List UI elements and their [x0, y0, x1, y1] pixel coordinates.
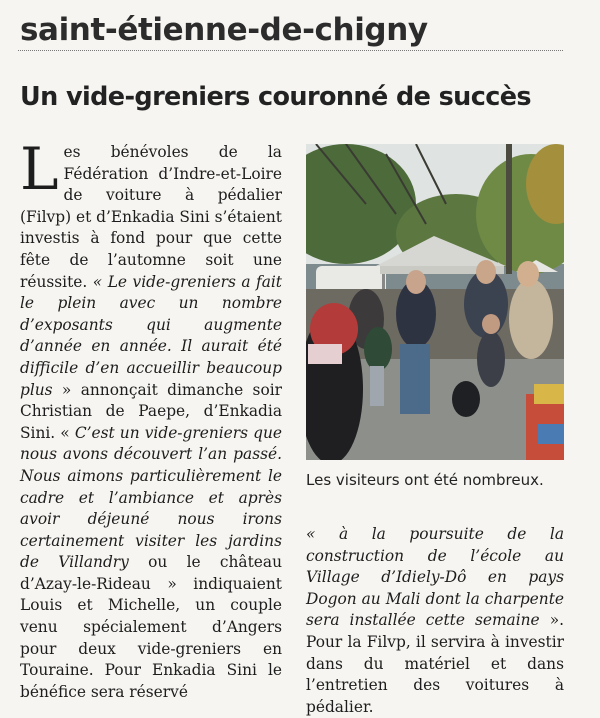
section-divider	[18, 50, 563, 51]
body-continued: ou le château d’Azay-le-Rideau » indiquaient Louis et Michelle, un couple venu spécialement d’Angers pour deux vide-greniers en Touraine. Pour Enkadia Sini le bénéfice sera réservé	[20, 553, 282, 701]
article-body-column-2	[306, 524, 564, 718]
quote-school-project: « à la poursuite de la construction de l’école au Village d’Idiely-Dô en pays Dogon au Mali dont la charpente sera installée cette semaine	[306, 525, 564, 630]
quote-exhibitors: « Le vide-greniers a fait le plein avec un nombre d’exposants qui augmente d’année en année. Il aurait été difficile d’en accueillir beaucoup plus	[20, 272, 282, 399]
section-title: saint-étienne-de-chigny	[20, 12, 428, 48]
body-attribution: » annonçait dimanche soir Christian de Paepe, d’Enkadia Sini. «	[20, 380, 282, 442]
article-headline: Un vide-greniers couronné de succès	[20, 82, 532, 112]
article-photo	[306, 144, 564, 460]
quote-visitors: C’est un vide-greniers que nous avons découvert l’an passé. Nous aimons particulièrement le cadre et l’ambiance et après avoir déjeuné nous irons certainement visiter les jardins de Villandry	[20, 423, 282, 572]
article-body-column-1	[20, 135, 282, 703]
body-conclusion: ». Pour la Filvp, il servira à investir dans du matériel et dans l’entretien des voitures à pédalier.	[306, 611, 564, 716]
drop-cap: L	[20, 135, 59, 203]
body-intro: es bénévoles de la Fédération d’Indre-et-Loire de voiture à pédalier (Filvp) et d’Enkadia Sini s’étaient investis à fond pour que cette fête de l’automne soit une réussite.	[20, 143, 282, 291]
photo-caption: Les visiteurs ont été nombreux.	[306, 471, 544, 489]
